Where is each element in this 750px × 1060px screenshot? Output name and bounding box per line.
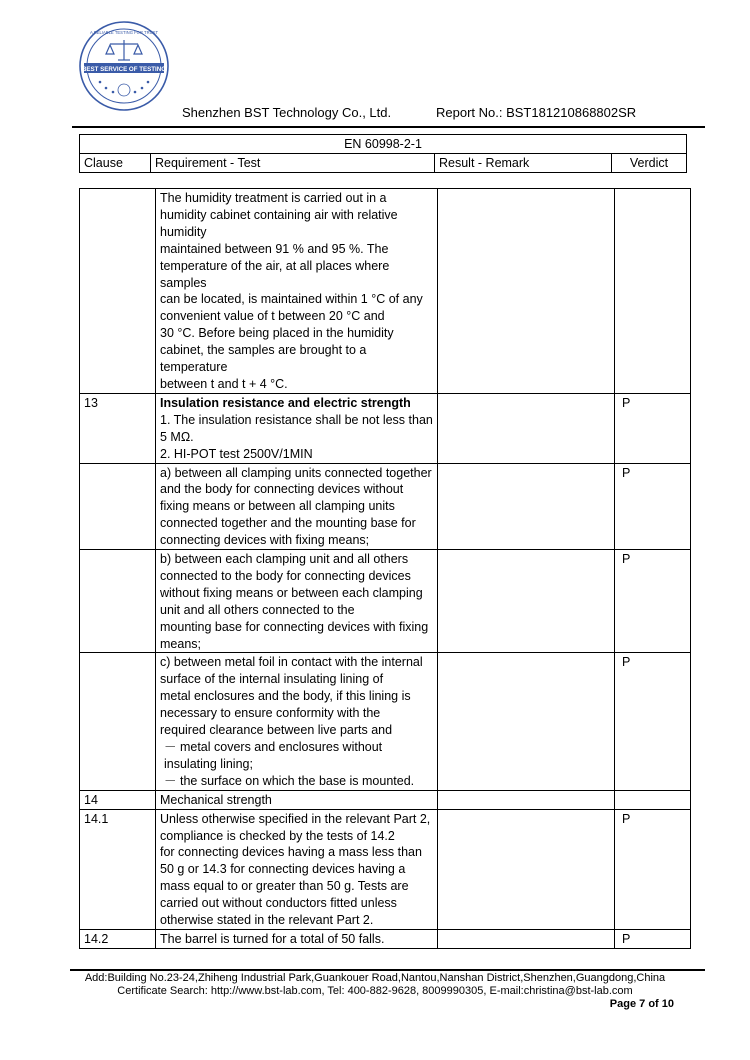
table-row (80, 393, 691, 463)
requirement-line: necessary to ensure conformity with the (160, 706, 381, 721)
requirement-line: mass equal to or greater than 50 g. Tests are (160, 879, 409, 894)
requirement-line: compliance is checked by the tests of 14.2 (160, 828, 395, 843)
requirement-line: Unless otherwise specified in the relevant Part 2, (160, 811, 431, 826)
verdict-cell: P (615, 809, 691, 929)
requirement-cell (156, 929, 438, 948)
header-divider (72, 126, 705, 128)
svg-text:BEST SERVICE OF TESTING: BEST SERVICE OF TESTING (81, 66, 167, 73)
requirement-line: surface of the internal insulating lining of (160, 672, 384, 687)
requirement-line: and the body for connecting devices without (160, 482, 404, 497)
clause-cell: 14.1 (80, 809, 156, 929)
table-row (80, 550, 691, 653)
requirement-line: c) between metal foil in contact with the internal (160, 655, 423, 670)
table-row (80, 929, 691, 948)
clause-heading: Insulation resistance and electric strength (160, 395, 411, 410)
result-cell (438, 550, 615, 653)
table-row (80, 189, 691, 394)
requirement-line: humidity (160, 224, 207, 239)
requirement-dash-line: － metal covers and enclosures without (164, 740, 383, 754)
requirement-line: means; (160, 636, 201, 651)
requirement-cell (156, 189, 438, 394)
footer-divider (70, 969, 705, 971)
requirement-cell (156, 393, 438, 463)
requirement-line: samples (160, 275, 207, 290)
requirement-line: Mechanical strength (160, 792, 272, 807)
footer-contact: Certificate Search: http://www.bst-lab.com, Tel: 400-882-9628, 8009990305, E-mail:christina@bst-lab.com (117, 985, 633, 997)
result-cell (438, 189, 615, 394)
requirement-cell (156, 653, 438, 790)
requirement-line: required clearance between live parts and (160, 723, 393, 738)
requirement-cell (156, 790, 438, 809)
col-header-clause: Clause (80, 154, 151, 173)
requirement-line: connected together and the mounting base for (160, 516, 416, 531)
requirement-line: temperature of the air, at all places where (160, 258, 390, 273)
standard-title: EN 60998-2-1 (80, 135, 687, 154)
table-row (80, 463, 691, 550)
result-cell (438, 393, 615, 463)
report-number: Report No.: BST181210868802SR (436, 105, 637, 120)
requirement-line: b) between each clamping unit and all others (160, 552, 409, 567)
requirement-line: connected to the body for connecting devices (160, 568, 411, 583)
requirement-line: 2. HI-POT test 2500V/1MIN (160, 446, 313, 461)
col-header-verdict: Verdict (612, 154, 687, 173)
requirement-line: convenient value of t between 20 °C and (160, 309, 385, 324)
requirement-line: temperature (160, 360, 228, 375)
verdict-cell (615, 790, 691, 809)
verdict-cell (615, 189, 691, 394)
requirement-dash-line: insulating lining; (164, 756, 253, 771)
requirement-line: carried out without conductors fitted unless (160, 896, 397, 911)
requirement-line: unit and all others connected to the (160, 602, 355, 617)
footer-address: Add:Building No.23-24,Zhiheng Industrial Park,Guankouer Road,Nantou,Nanshan District,Shenzhen,Guangdong,China (84, 972, 666, 984)
clause-cell (80, 463, 156, 550)
svg-text:A RELIABLE TESTING FOR TRUST: A RELIABLE TESTING FOR TRUST (89, 30, 159, 35)
verdict-cell: P (615, 550, 691, 653)
requirement-line: for connecting devices having a mass less than (160, 845, 422, 860)
result-cell (438, 809, 615, 929)
verdict-cell: P (615, 393, 691, 463)
result-cell (438, 463, 615, 550)
verdict-cell: P (615, 463, 691, 550)
requirement-line: connecting devices with fixing means; (160, 533, 370, 548)
verdict-cell: P (615, 929, 691, 948)
clause-cell: 13 (80, 393, 156, 463)
requirement-line: otherwise stated in the relevant Part 2. (160, 913, 374, 928)
result-cell (438, 929, 615, 948)
clause-cell: 14 (80, 790, 156, 809)
requirement-line: without fixing means or between each clamping (160, 585, 423, 600)
result-cell (438, 790, 615, 809)
verdict-cell: P (615, 653, 691, 790)
scales-icon (106, 40, 142, 60)
company-name: Shenzhen BST Technology Co., Ltd. (182, 105, 392, 120)
table-row (80, 790, 691, 809)
requirement-line: 30 °C. Before being placed in the humidity (160, 326, 394, 341)
company-seal-logo (78, 20, 170, 112)
table-row (80, 653, 691, 790)
requirement-line: cabinet, the samples are brought to a (160, 343, 367, 358)
requirement-cell (156, 550, 438, 653)
requirement-line: 50 g or 14.3 for connecting devices having a (160, 862, 406, 877)
clause-cell: 14.2 (80, 929, 156, 948)
requirement-line: metal enclosures and the body, if this lining is (160, 689, 411, 704)
requirement-line: mounting base for connecting devices with fixing (160, 619, 429, 634)
requirement-cell (156, 463, 438, 550)
clause-cell (80, 189, 156, 394)
standard-header-table (79, 134, 687, 173)
requirement-dash-line: － the surface on which the base is mounted. (164, 773, 415, 788)
page-number: Page 7 of 10 (609, 998, 674, 1010)
col-header-result: Result - Remark (435, 154, 612, 173)
clause-table (79, 188, 691, 949)
requirement-line: 1. The insulation resistance shall be not less than (160, 412, 433, 427)
requirement-line: can be located, is maintained within 1 °C of any (160, 292, 423, 307)
requirement-line: 5 MΩ. (160, 429, 194, 444)
requirement-line: fixing means or between all clamping units (160, 499, 395, 514)
result-cell (438, 653, 615, 790)
requirement-line: a) between all clamping units connected together (160, 465, 432, 480)
requirement-line: The barrel is turned for a total of 50 falls. (160, 931, 385, 946)
requirement-line: humidity cabinet containing air with relative (160, 207, 398, 222)
requirement-line: The humidity treatment is carried out in a (160, 191, 387, 205)
requirement-line: maintained between 91 % and 95 %. The (160, 241, 389, 256)
table-row (80, 809, 691, 929)
requirement-cell (156, 809, 438, 929)
col-header-requirement: Requirement - Test (151, 154, 435, 173)
clause-cell (80, 550, 156, 653)
requirement-line: between t and t + 4 °C. (160, 376, 288, 391)
clause-cell (80, 653, 156, 790)
